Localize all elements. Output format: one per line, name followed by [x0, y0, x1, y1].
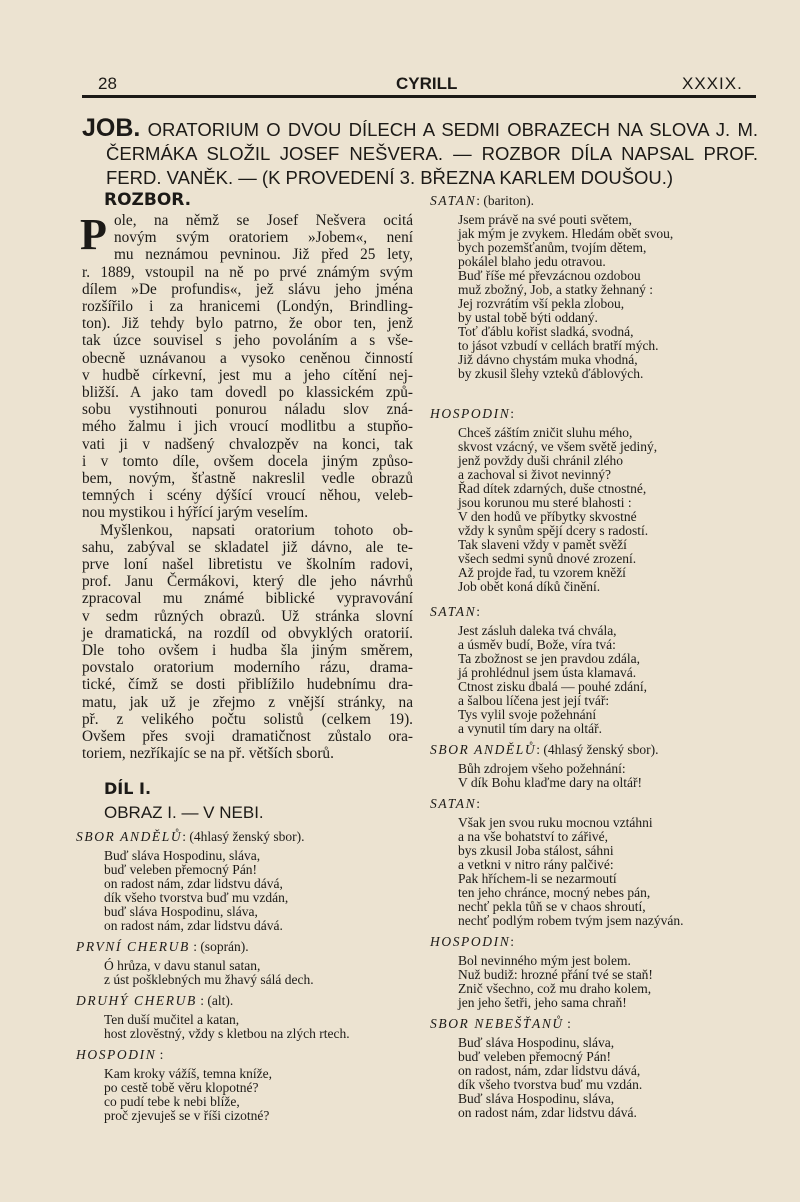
verse-line: Buď sláva Hospodinu, sláva, — [458, 1091, 615, 1106]
verse — [458, 1036, 642, 1120]
speaker-name: HOSPODIN — [430, 934, 511, 949]
speaker-note: : — [510, 406, 515, 421]
verse-line: z úst pošklebných mu žhavý sálá dech. — [104, 972, 314, 987]
speaker-note: : (soprán). — [189, 939, 249, 954]
drop-cap: P — [80, 210, 107, 259]
speaker-label — [430, 604, 480, 620]
verse-line: on radost, nám, zdar lidstvu dává, — [458, 1063, 641, 1078]
running-title: CYRILL — [396, 74, 458, 93]
verse-line: dík všeho tvorstva buď mu vzdán. — [458, 1077, 643, 1092]
verse-line: dík všeho tvorstva buď mu vzdán, — [104, 890, 289, 905]
verse-line: a na vše bohatství to zářivé, — [458, 829, 608, 844]
header-rule — [82, 95, 756, 98]
verse — [458, 213, 673, 381]
verse-line: a zachoval si život nevinný? — [458, 467, 611, 482]
speaker-name: PRVNÍ CHERUB — [76, 939, 190, 954]
verse-line: Bůh zdrojem všeho požehnání: — [458, 761, 626, 776]
verse-line: V den hodů ve příbytky skvostné — [458, 509, 637, 524]
text-line: prof. Janu Čermákovi, který dle jeho návrhů — [82, 573, 413, 591]
verse-line: Ta zbožnost se jen pravdou zdála, — [458, 651, 640, 666]
verse-line: bych pozemšťanům, tvojím dětem, — [458, 240, 647, 255]
text-line: novým svým oratoriem »Jobem«, není — [114, 229, 413, 247]
verse — [458, 426, 657, 594]
text-line: ton). Již tehdy bylo patrno, že obor ten, jenž — [82, 315, 413, 333]
text-line: zpracoval mu známé biblické vypravování — [82, 590, 413, 608]
verse — [458, 762, 642, 790]
speaker-note: : (alt). — [196, 993, 234, 1008]
text-line: je dramatická, na rozdíl od obvyklých oratorií. — [82, 624, 413, 642]
verse-line: a vynutil tím dary na oltář. — [458, 721, 602, 736]
text-line: bem, novým, šťastně nakreslil vedle obrazů — [82, 470, 413, 488]
verse-line: Tys vylil svoje požehnání — [458, 707, 597, 722]
text-line: mého žalmu i jich vroucí modlitbu a stupňo- — [82, 418, 413, 436]
verse — [458, 954, 653, 1010]
speaker-name: SATAN — [430, 193, 477, 208]
verse-line: Jej rozvrátím vší pekla zlobou, — [458, 296, 625, 311]
verse-line: Jest zásluh daleka tvá chvála, — [458, 623, 617, 638]
verse-line: host zlověstný, vždy s kletbou na zlých rtech. — [104, 1026, 350, 1041]
verse-line: jenž povždy duši chránil zlého — [458, 453, 623, 468]
speaker-name: HOSPODIN — [430, 406, 511, 421]
speaker-note: : — [156, 1047, 164, 1062]
verse-line: Tak slaveni vždy v pamět svěží — [458, 537, 627, 552]
speaker-label — [430, 796, 480, 812]
verse-line: Kam kroky vážíš, temna kníže, — [104, 1066, 272, 1081]
text-line: r. 1889, vstoupil na ně po prvé známým svým — [82, 263, 413, 281]
speaker-note: : — [510, 934, 515, 949]
verse-line: Ó hrůza, v davu stanul satan, — [104, 958, 261, 973]
text-line: bližší. A jako tam dovedl po klassickém způ- — [82, 384, 413, 402]
verse-line: on radost nám, zdar lidstvu dává, — [104, 876, 283, 891]
speaker-name: SBOR ANDĚLŮ — [430, 742, 537, 757]
verse-line: buď veleben přemocný Pán! — [104, 862, 258, 877]
speaker-label — [76, 829, 304, 845]
verse-line: jen jeho šetři, jeho sama chraň! — [458, 995, 627, 1010]
verse-line: nechť pekla tůň se v chaos shroutí, — [458, 899, 646, 914]
text-line: Myšlenkou, napsati oratorium tohoto ob- — [100, 521, 413, 539]
verse-line: pokálel blaho jedu otravou. — [458, 254, 606, 269]
text-line: př. z velikého počtu solistů (celkem 19). — [82, 710, 413, 728]
verse-line: on radost nám, zdar lidstvu dává. — [104, 918, 283, 933]
scene-heading: OBRAZ I. — V NEBI. — [104, 803, 264, 822]
text-line: ole, na němž se Josef Nešvera ocitá — [114, 212, 413, 229]
verse-line: nechť podlým robem tvým jsem nazýván. — [458, 913, 684, 928]
text-line: sobu vystihnouti ponurou náladu slov zná- — [82, 401, 413, 419]
verse-line: buď sláva Hospodinu, sláva, — [104, 904, 258, 919]
verse — [458, 624, 647, 736]
verse-line: Buď sláva Hospodinu, sláva, — [458, 1035, 615, 1050]
speaker-label — [430, 742, 658, 758]
text-line: Ovšem přes svoji dramatičnost zůstalo ora- — [82, 728, 413, 746]
speaker-note: : (4hlasý ženský sbor). — [536, 742, 659, 757]
verse-line: po cestě tobě věru klopotné? — [104, 1080, 259, 1095]
text-line: Dle toho ovšem i hudba šla jiným směrem, — [82, 642, 413, 660]
text-line: dílem »De profundis«, jež slávu jeho jména — [82, 280, 413, 298]
page-number: 28 — [98, 74, 117, 93]
verse-line: Toť ďáblu kořist sladká, svodná, — [458, 324, 634, 339]
verse-line: Jsem právě na své pouti světem, — [458, 212, 632, 227]
text-line: matu, jak už je zřejmo z vnější stránky, na — [82, 693, 413, 711]
verse-line: bys zkusil Joba stálost, sáhni — [458, 843, 614, 858]
verse-line: jsou korunou mu steré blahosti : — [458, 495, 632, 510]
text-line: tak úzce souvisel s jeho povoláním a s vše- — [82, 332, 413, 350]
text-line: mu neznámou pevninou. Již před 25 lety, — [114, 246, 413, 264]
verse-line: Chceš záštím zničit sluhu mého, — [458, 425, 633, 440]
text-line: temných i scény dýšící vroucí něhou, veleb- — [82, 487, 413, 505]
volume-number: XXXIX. — [682, 74, 743, 93]
verse — [104, 959, 314, 987]
speaker-label — [430, 1016, 571, 1032]
speaker-note: : — [563, 1016, 571, 1031]
verse-line: muž zbožný, Job, a statky žehnaný : — [458, 282, 653, 297]
text-line: povstalo oratorium moderního rázu, drama- — [82, 659, 413, 677]
verse — [104, 849, 288, 933]
speaker-note: : (bariton). — [476, 193, 534, 208]
title-job: JOB. — [82, 114, 141, 142]
text-line: nou mystikou i hýřící jarým veselím. — [82, 504, 309, 522]
verse-line: skvost vzácný, ve všem světě jediný, — [458, 439, 658, 454]
speaker-label — [430, 193, 534, 209]
title-line-2: ČERMÁKA SLOŽIL JOSEF NEŠVERA. — ROZBOR DÍLA NAPSAL PROF. — [106, 143, 758, 164]
verse-line: co pudí tebe k nebi blíže, — [104, 1094, 240, 1109]
speaker-name: SBOR NEBEŠŤANŮ — [430, 1016, 564, 1031]
speaker-name: HOSPODIN — [76, 1047, 157, 1062]
text-line: vati ji v nadšený chvalozpěv na konci, tak — [82, 435, 413, 453]
verse-line: Ctnost zisku dbalá — pouhé zdání, — [458, 679, 647, 694]
verse-line: a šalbou líčena jest její tvář: — [458, 693, 610, 708]
verse-line: Však jen svou ruku mocnou vztáhni — [458, 815, 653, 830]
speaker-note: : (4hlasý ženský sbor). — [182, 829, 305, 844]
speaker-name: SATAN — [430, 604, 477, 619]
verse-line: a úsměv budí, Bože, víra tvá: — [458, 637, 616, 652]
verse-line: Bol nevinného mým jest bolem. — [458, 953, 631, 968]
verse — [104, 1067, 272, 1123]
verse-line: on radost nám, zdar lidstvu dává. — [458, 1105, 637, 1120]
verse-line: Řad dítek zdarných, duše ctnostné, — [458, 481, 647, 496]
verse-line: jak mým je zvykem. Hledám obět svou, — [458, 226, 674, 241]
text-line: rozšířilo i za hranicemi (Londýn, Brindling- — [82, 298, 413, 316]
speaker-note: : — [476, 796, 481, 811]
title-line-1: ORATORIUM O DVOU DÍLECH A SEDMI OBRAZECH NA SLOVA J. M. — [140, 119, 758, 140]
verse-line: Znič všechno, což mu draho kolem, — [458, 981, 652, 996]
speaker-name: DRUHÝ CHERUB — [76, 993, 197, 1008]
verse-line: by ustal tobě býti oddaný. — [458, 310, 598, 325]
text-line: obecně uznávanou a vysoko ceněnou činností — [82, 349, 413, 367]
speaker-name: SATAN — [430, 796, 477, 811]
text-line: v sedm různých obrazů. Už stránka slovní — [82, 607, 413, 625]
text-line: tické, čímž se dosti přiblížilo hudebnímu dra- — [82, 676, 413, 694]
text-line: sahu, zabýval se skladatel již dávno, ale te- — [82, 538, 413, 556]
text-line: i v tomto díle, ovšem docela jiným způso- — [82, 452, 413, 470]
part-heading: DÍL I. — [104, 779, 152, 798]
verse-line: buď veleben přemocný Pán! — [458, 1049, 612, 1064]
speaker-label — [430, 406, 514, 422]
verse-line: Pak hříchem-li se nezarmoutí — [458, 871, 617, 886]
verse — [458, 816, 683, 928]
analysis-text — [82, 212, 413, 763]
speaker-note: : — [476, 604, 481, 619]
verse-line: by zkusil šlehy vzteků ďáblových. — [458, 366, 644, 381]
text-line: prve loní našel libretistu ve školním radovi, — [82, 556, 413, 574]
verse-line: proč zjevuješ se v říši cizotné? — [104, 1108, 270, 1123]
speaker-label — [76, 1047, 163, 1063]
verse-line: všech sedmi synů dnové zrození. — [458, 551, 637, 566]
speaker-label — [76, 939, 249, 955]
speaker-name: SBOR ANDĚLŮ — [76, 829, 183, 844]
verse-line: vždy k synům spějí dcery s radostí. — [458, 523, 649, 538]
verse — [104, 1013, 350, 1041]
verse-line: Až projde řad, tu vzorem kněží — [458, 565, 626, 580]
section-heading: ROZBOR. — [104, 190, 192, 210]
verse-line: Buď říše mé převzácnou ozdobou — [458, 268, 641, 283]
verse-line: Buď sláva Hospodinu, sláva, — [104, 848, 261, 863]
verse-line: Nuž budiž: hrozné přání tvé se staň! — [458, 967, 653, 982]
article-title — [82, 116, 758, 190]
title-line-3: FERD. VANĚK. — (K PROVEDENÍ 3. BŘEZNA KARLEM DOUŠOU.) — [106, 167, 674, 188]
verse-line: ten jeho chránce, mocný nebes pán, — [458, 885, 651, 900]
verse-line: Job obět koná díků činění. — [458, 579, 601, 594]
verse-line: V dík Bohu klaďme dary na oltář! — [458, 775, 642, 790]
verse-line: já prohlédnul jsem ústa klamavá. — [458, 665, 637, 680]
text-line: v hudbě církevní, jest mu a jeho cítění nej- — [82, 366, 413, 384]
verse-line: a vetkni v nitro rány palčivé: — [458, 857, 614, 872]
text-line: toriem, nezříkajíc se na př. větších sborů. — [82, 745, 334, 763]
verse-line: Již dávno chystám muka vhodná, — [458, 352, 638, 367]
speaker-label — [430, 934, 514, 950]
verse-line: Ten duší mučitel a katan, — [104, 1012, 240, 1027]
verse-line: to jásot vzbudí v cellách bratří mých. — [458, 338, 659, 353]
speaker-label — [76, 993, 233, 1009]
